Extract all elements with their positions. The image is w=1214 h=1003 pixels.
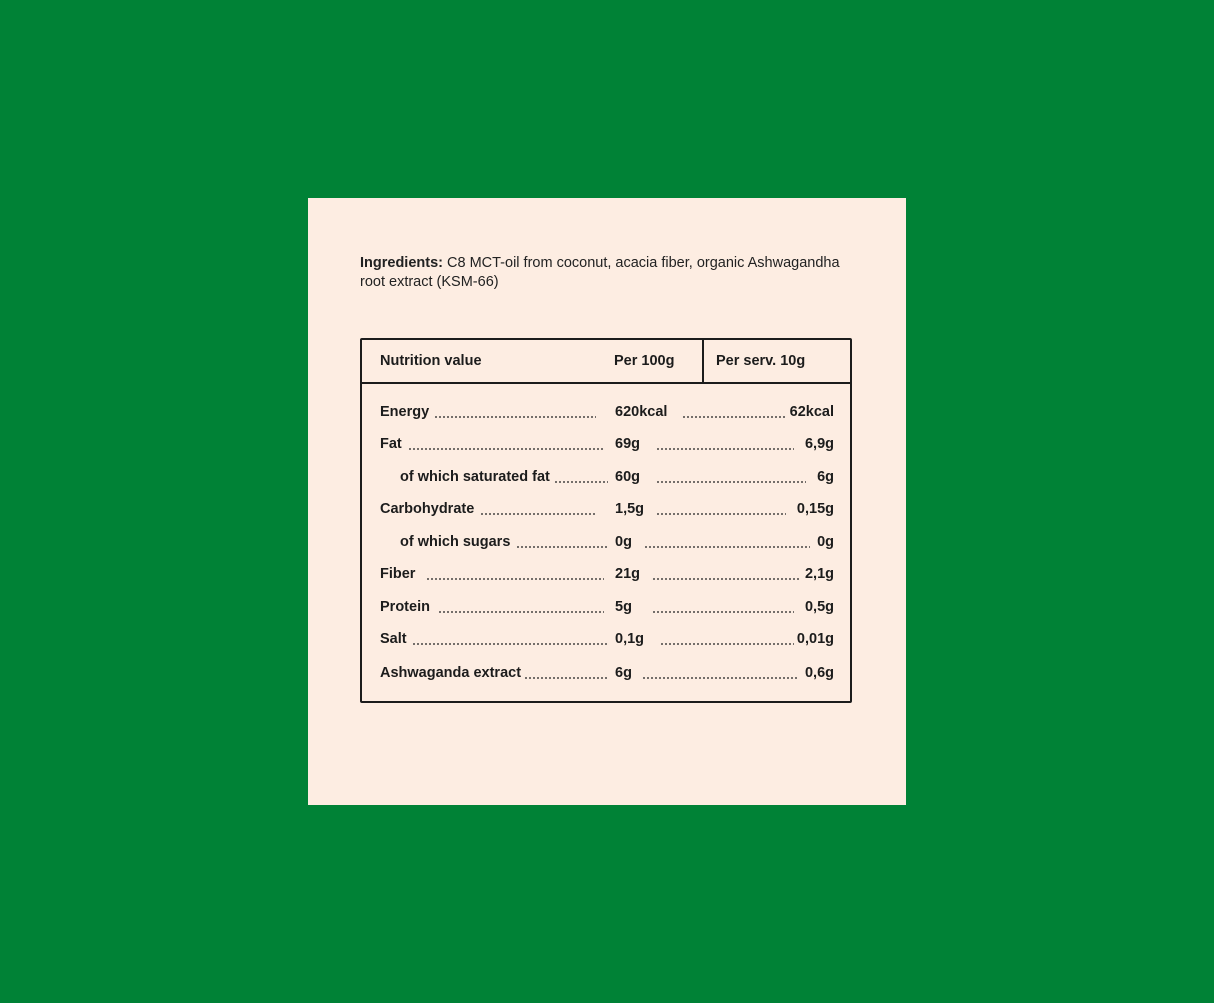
ingredients-list: C8 MCT-oil from coconut, acacia fiber, organic Ashwagandha root extract (KSM-66)	[360, 255, 840, 290]
dot-leader	[412, 643, 608, 645]
dot-leader	[434, 416, 596, 418]
row-per-100g: 1,5g	[615, 501, 645, 517]
row-label: of which saturated fat	[400, 469, 550, 485]
row-per-serving: 0,15g	[796, 501, 834, 517]
dot-leader	[516, 546, 608, 548]
row-label: Ashwaganda extract	[380, 665, 522, 681]
row-label: Fat	[380, 436, 402, 452]
table-row-salt	[362, 631, 850, 651]
dot-leader	[438, 611, 604, 613]
row-per-serving: 0,5g	[804, 599, 834, 615]
table-row-ashwaganda-extract	[362, 665, 850, 685]
header-per-100g: Per 100g	[614, 353, 675, 369]
dot-leader	[656, 513, 786, 515]
header-per-serving: Per serv. 10g	[716, 353, 806, 369]
dot-leader	[644, 546, 810, 548]
row-per-100g: 620kcal	[615, 404, 668, 420]
nutrition-table	[360, 338, 852, 703]
row-label: Energy	[380, 404, 430, 420]
row-per-serving: 0,6g	[804, 665, 834, 681]
row-per-100g: 60g	[615, 469, 640, 485]
table-row-sugars	[362, 534, 850, 554]
row-per-serving: 6g	[817, 469, 834, 485]
table-row-fiber	[362, 566, 850, 586]
table-row-energy	[362, 404, 850, 424]
table-row-saturated-fat	[362, 469, 850, 489]
dot-leader	[656, 481, 806, 483]
row-per-serving: 0,01g	[796, 631, 834, 647]
row-per-serving: 62kcal	[789, 404, 834, 420]
dot-leader	[652, 578, 800, 580]
row-label: Carbohydrate	[380, 501, 475, 517]
dot-leader	[426, 578, 604, 580]
dot-leader	[554, 481, 608, 483]
header-divider	[702, 340, 704, 382]
row-label: Fiber	[380, 566, 416, 582]
table-row-fat	[362, 436, 850, 456]
dot-leader	[480, 513, 596, 515]
row-per-serving: 0g	[817, 534, 834, 550]
row-label: of which sugars	[400, 534, 511, 550]
dot-leader	[408, 448, 604, 450]
table-row-carbohydrate	[362, 501, 850, 521]
row-per-100g: 21g	[615, 566, 640, 582]
dot-leader	[660, 643, 794, 645]
ingredients-text	[360, 254, 850, 292]
dot-leader	[682, 416, 786, 418]
row-per-100g: 0,1g	[615, 631, 645, 647]
table-row-protein	[362, 599, 850, 619]
table-header	[362, 340, 850, 384]
dot-leader	[656, 448, 794, 450]
header-nutrition-value: Nutrition value	[380, 353, 482, 369]
dot-leader	[642, 677, 798, 679]
row-per-100g: 5g	[615, 599, 632, 615]
row-per-serving: 2,1g	[804, 566, 834, 582]
row-per-100g: 0g	[615, 534, 632, 550]
row-per-100g: 6g	[615, 665, 632, 681]
row-label: Salt	[380, 631, 407, 647]
row-per-100g: 69g	[615, 436, 640, 452]
row-per-serving: 6,9g	[804, 436, 834, 452]
dot-leader	[524, 677, 608, 679]
row-label: Protein	[380, 599, 430, 615]
nutrition-card	[308, 198, 906, 805]
ingredients-label: Ingredients:	[360, 255, 443, 271]
dot-leader	[652, 611, 794, 613]
